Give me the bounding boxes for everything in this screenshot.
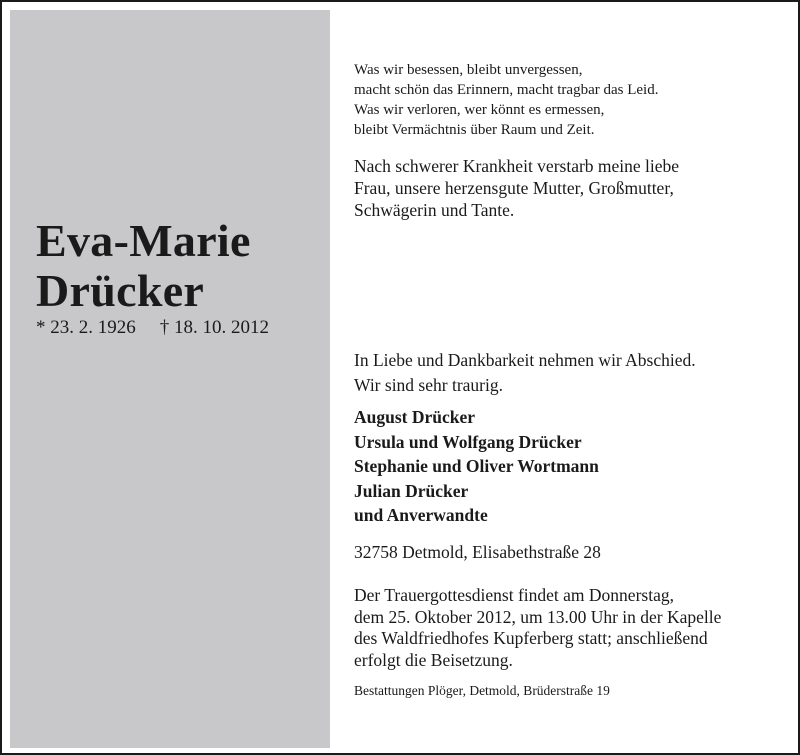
grey-side-panel — [10, 10, 330, 748]
undertaker-info: Bestattungen Plöger, Detmold, Brüderstraße 19 — [354, 683, 610, 698]
life-dates — [36, 317, 269, 339]
announcement-line: Nach schwerer Krankheit verstarb meine liebe — [354, 156, 680, 176]
service-line: dem 25. Oktober 2012, um 13.00 Uhr in der Kapelle — [354, 606, 722, 627]
sad-text: Wir sind sehr traurig. — [354, 375, 503, 395]
announcement-line: Schwägerin und Tante. — [354, 200, 515, 220]
service-line: erfolgt die Beisetzung. — [354, 649, 513, 670]
mourner-name: August Drücker — [354, 407, 476, 427]
poem — [354, 60, 784, 140]
mourner-name: Ursula und Wolfgang Drücker — [354, 431, 582, 452]
funeral-service-info — [354, 585, 784, 671]
poem-line: macht schön das Erinnern, macht tragbar das Leid. — [354, 82, 659, 98]
birth-date: * 23. 2. 1926 — [36, 317, 136, 338]
family-address: 32758 Detmold, Elisabethstraße 28 — [354, 542, 601, 562]
last-name: Drücker — [36, 265, 205, 316]
service-line: Der Trauergottesdienst findet am Donnerstag, — [354, 585, 674, 605]
service-line: des Waldfriedhofes Kupferberg statt; anschließend — [354, 628, 708, 648]
mourner-name: Julian Drücker — [354, 480, 469, 501]
poem-line: Was wir verloren, wer könnt es ermessen, — [354, 102, 605, 118]
death-date: † 18. 10. 2012 — [159, 317, 269, 338]
deceased-name — [36, 216, 251, 316]
first-name: Eva-Marie — [36, 215, 251, 266]
farewell-text: In Liebe und Dankbarkeit nehmen wir Abschied. — [354, 350, 696, 370]
announcement-line: Frau, unsere herzensgute Mutter, Großmutter, — [354, 178, 674, 198]
mourner-name: Stephanie und Oliver Wortmann — [354, 456, 599, 476]
mourners-list — [354, 405, 784, 528]
death-announcement — [354, 155, 784, 221]
poem-line: Was wir besessen, bleibt unvergessen, — [354, 62, 583, 78]
mourner-name: und Anverwandte — [354, 505, 488, 525]
poem-line: bleibt Vermächtnis über Raum und Zeit. — [354, 122, 595, 138]
